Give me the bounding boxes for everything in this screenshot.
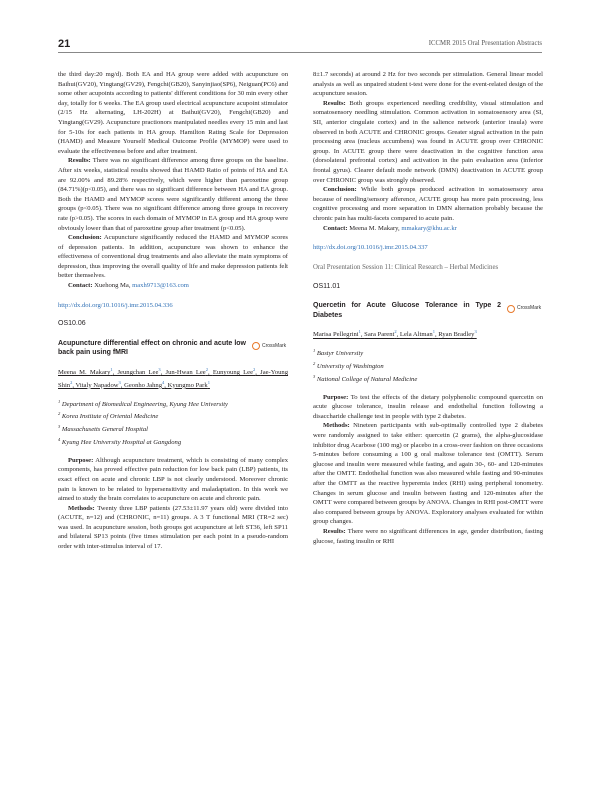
methods-paragraph [58,504,288,552]
author-affiliation-marker: 3 [158,367,161,373]
purpose-paragraph [58,456,288,504]
contact-label: Contact: [68,282,93,290]
author-name: Vitaly Napadow [75,382,119,389]
doi-link[interactable]: http://dx.doi.org/10.1016/j.imr.2015.04.337 [313,244,428,252]
conclusion-paragraph [58,233,288,281]
conclusion-label: Conclusion: [323,186,357,194]
affiliation-number: 1 [313,348,316,354]
continued-methods-paragraph: the third day:20 mg/d). Both EA and HA group were added with acupuncture on Baihui(GV20), Yingtang(GV29), Fengchi(GB20), Sanyinjiao(SP6), Neiguan(PC6) and some other acupoints according to patients' different conditions for 30 min every other day, totally for 6 weeks. The EA group used electrical acupuncture acupoint stimulator (2/15 Hz alternating, LH-202H) at Baihui(GV20), Fengchi(GB20) and Yingtang(GV29). Acupuncture practionors manipulated needles every 15 min and last for 5-10s for each patients in HA group. Hamilton Rating Scale for Depression (HAMD) and Measure Yourself Medical Outcome Profile (MYMOP) were used to evaluate the effectiveness before and after treatment. [58,71,288,155]
affiliation-item [58,435,288,448]
left-column [58,70,288,552]
crossmark-badge[interactable] [507,303,543,314]
affiliation-item [58,397,288,410]
author-affiliation-marker: 3 [474,329,477,335]
purpose-text: Although acupuncture treatment, which is consisting of many complex components, has proved effective pain reduction for low back pain (LBP) patients, its exact effect on acute and chronic LBP is not clearly understood. Moreover chronic pain is known to be related to hypersensitivity and maladaptation. In this work we aimed to study the brain correlates to acupuncture on acute and chronic pain. [58,456,288,503]
results-text-2: There were no significant differences in age, gender distribution, fasting glucose, fasting insulin or RHI [313,527,544,545]
results-paragraph [58,156,288,233]
crossmark-label: CrossMark [517,304,542,311]
page-number: 21 [58,38,71,50]
affiliation-text: Bastyr University [315,350,364,358]
conclusion-paragraph [313,185,543,223]
results-label-2: Results: [323,527,346,535]
conclusion-text: Acupuncture significantly reduced the HAMD and MYMOP scores of depression patients. In addition, acupuncture was shown to enhance the effectiveness of conventional drug treatments and also alleviate the main symptoms of depression, thus improving the overall quality of life and make depression patients felt better themselves. [58,234,288,280]
results-label: Results: [323,99,346,107]
methods-text: Nineteen participants with sub-optimally controlled type 2 diabetes were randomly assigned to take either: quercetin (2 grams), the alpha-glucosidase inhibitor drug Acarbose (100 mg) or placebo in a cross-over fashion on three occasions 5-minutes before consuming a 100 g oral maltose tolerance test (OMTT). Serum glucose and insulin were measured while fasting, and again 30-, 60- and 120-minutes after the OMTT. Endothelial function was also measured while fasting and 90-minutes after the OMTT as the reactive hyperemia index (RHI) using peripheral tonometry. Changes in serum glucose and insulin between fasting and 120-minutes after the OMTT were compared between groups by ANOVA. Changes in RHI post-OMTT were also compared between groups by ANOVA. Exploratory analyses evaluated for within group changes. [313,422,544,526]
author-affiliation-marker: 2 [70,379,73,385]
author-name: Meena M. Makary [58,369,111,377]
purpose-text: To test the effects of the dietary polyphenolic compound quercetin on acute glucose tolerance, insulin release and endothelial function following a disaccharide challenge test in people with type 2 diabetes. [313,393,543,420]
methods-label: Methods: [323,422,350,430]
contact-name: Xuehong Ma, [94,282,131,290]
abstract-id: OS10.06 [58,320,86,328]
author-affiliation-marker: 1 [207,379,210,385]
crossmark-badge[interactable] [252,341,288,352]
results-text: There was no significant difference among three groups on the baseline. After six weeks, statistical results showed that HAMD Ratio of points of HA and EA are 92.00% and 89.28% respectively, which were higher than paroxetine group (84.71%)(p<0.05), and there was no significant difference between HA and EA group. Both the HAMD and MYMOP scores were significantly different among the three groups (p<0.05). There was no significant difference among three groups in recovery rate (p>0.05). The scores in each domain of MYMOP in EA group and HA group were obviously lower than that of paroxetine group after treatment (p<0.05). [58,157,288,232]
abstract-title: Acupuncture differential effect on chronic and acute low back pain using fMRI [58,339,246,357]
affiliation-item [313,372,543,385]
author-name: Jae-Young Shin [58,369,289,389]
crossmark-icon [252,342,260,350]
results-label: Results: [68,157,91,165]
contact-email-link[interactable]: maxh9713@163.com [132,282,189,290]
crossmark-label: CrossMark [262,342,287,349]
conclusion-label: Conclusion: [68,234,102,242]
author-name: Eunyoung Lee [212,369,254,377]
affiliation-text: Massachusetts General Hospital [60,426,148,434]
session-heading: Oral Presentation Session 11: Clinical Research – Herbal Medicines [313,263,499,271]
contact-label: Contact: [323,224,348,232]
right-column [313,70,543,546]
purpose-paragraph [313,393,543,422]
author-name: Jeungchan Lee [117,369,159,377]
contact-paragraph [313,224,543,234]
author-affiliation-marker: 4 [162,379,165,385]
author-affiliation-marker: 2 [394,329,397,335]
author-list: Marisa Pellegrini$^1$, Sara Parent$^2$, Lela Altman$^1$, Ryan Bradley$^3$ [313,329,477,339]
affiliation-number: 2 [313,361,316,367]
methods-text: Twenty three LBP patients (27.53±11.97 years old) were divided into (ACUTE, n=12) and (CHRONIC, n=11) groups. A 3 T functional MRI (TR=2 sec) was used. In acupuncture session, both groups got acupuncture at left ST36, left SP11 and bilateral SP13 points (five times stimulation per each point in a pseudo-random order with inter-stimulus interval of 17. [58,504,288,551]
header-rule [58,52,542,53]
spacer [313,385,543,393]
author-affiliation-marker: 2 [205,367,208,373]
contact-name: Meena M. Makary, [349,224,400,232]
affiliation-number: 3 [313,373,316,379]
affiliation-number: 3 [58,424,61,430]
abstract-title: Quercetin for Acute Glucose Tolerance in Type 2 Diabetes [313,302,501,319]
author-affiliation-marker: 2 [253,367,256,373]
affiliation-item [313,359,543,372]
author-name: Jun-Hwan Lee [165,369,206,377]
methods-label: Methods: [68,504,95,512]
author-name: Lela Altman [399,331,433,339]
author-name: Sara Parent [364,331,395,339]
affiliation-item [58,422,288,435]
affiliation-text: National College of Natural Medicine [315,376,418,383]
affiliation-number: 2 [58,411,61,417]
affiliation-number: 4 [58,436,61,442]
author-name: Ryan Bradley [438,331,475,339]
crossmark-icon [507,305,515,313]
results-text: Both groups experienced needling credibility, visual stimulation and somatosensory needling stimulation. Common activation in somatosensory area (SI, SII, anterior cingulate cortex) and in the salience network (anterior insula) were observed in both ACUTE and CHRONIC groups. Greater signal activation in the pain processing area (nucleus accumbens) was found in ACUTE group over CHRONIC group. In ACUTE group there were deactivation in the cognitive function area (dorsolateral prefrontal cortex) and activation in the pain evaluation area (inferior frontal gyrus). Clearer default mode network (DMN) deactivation in ACUTE group over CHRONIC group was strongly observed. [313,99,543,184]
author-affiliation-marker: 3 [118,379,121,385]
affiliation-number: 1 [58,398,61,404]
affiliation-text: Korea Institute of Oriental Medicine [60,413,159,421]
continued-methods-paragraph: 8±1.7 seconds) at around 2 Hz for two seconds per stimulation. General linear model analysis as well as unpaired student t-test were done for the event-related design of the acupuncture session. [313,71,543,98]
author-affiliation-marker: 1 [110,367,113,373]
author-affiliation-marker: 1 [432,329,435,335]
affiliation-list [58,397,288,448]
abstract-title-block [58,339,288,358]
author-name: Marisa Pellegrini [313,331,359,339]
contact-paragraph [58,281,288,291]
affiliation-item [313,346,543,359]
affiliation-list [313,346,543,384]
abstract-title-block [313,301,543,320]
affiliation-item [58,409,288,422]
affiliation-text: Department of Biomedical Engineering, Kyung Hee University [60,400,228,408]
author-list: Meena M. Makary$^1$, Jeungchan Lee$^3$, Jun-Hwan Lee$^2$, Eunyoung Lee$^2$, Jae-Young Shin$^2$, Vitaly Napadow$^3$, Geonho Jahng$^4$, Kyungmo Park$^1$ [58,367,289,389]
author-name: Kyungmo Park [167,382,208,389]
author-name: Geonho Jahng [124,382,163,389]
purpose-label: Purpose: [68,456,94,464]
spacer [58,448,288,456]
methods-paragraph [313,421,543,527]
affiliation-text: University of Washington [315,363,384,371]
contact-email-link[interactable]: mmakary@khu.ac.kr [401,224,457,232]
abstract-id: OS11.01 [313,282,341,290]
results-paragraph-2 [313,527,543,546]
journal-running-title: ICCMR 2015 Oral Presentation Abstracts [428,40,542,47]
author-affiliation-marker: 1 [358,329,361,335]
doi-link[interactable]: http://dx.doi.org/10.1016/j.imr.2015.04.336 [58,301,173,309]
purpose-label: Purpose: [323,393,349,401]
affiliation-text: Kyung Hee University Hospital at Gangdong [60,439,182,447]
conclusion-text: While both groups produced activation in somatosensory area because of needling/sensory afference, ACUTE group has more pain processing, less cognitive processing and more separation in DMN alternation probably because the chronic pain has multi-facets compared to acute pain. [313,186,543,222]
results-paragraph [313,99,543,185]
